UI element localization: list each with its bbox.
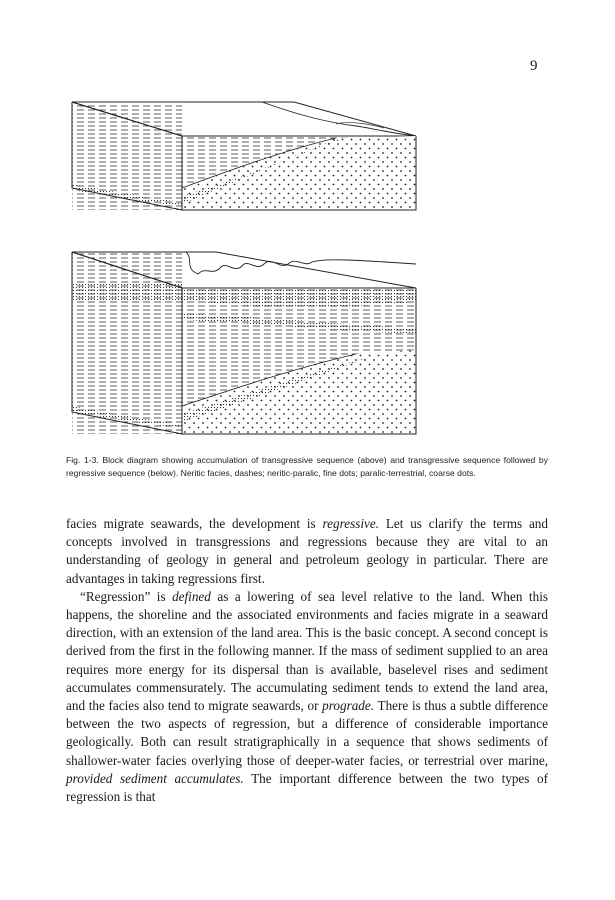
upper-block-diagram	[72, 102, 416, 210]
text-run: There is thus a subtle difference between the two aspects of regression, but a difference of considerable importance geologically. Both can result stratigraphically in a sequence that shows sediments of shallower-water facies overlying those of deeper-water facies, or terrestrial over marine,	[66, 698, 549, 768]
figure-caption-text: Block diagram showing accumulation of transgressive sequence (above) and transgressive sequence followed by regressive sequence (below). Neritic facies, dashes; neritic-paralic, fine dots; paralic-terrestrial, coarse dots.	[66, 455, 548, 478]
block-diagram-figure	[66, 88, 426, 448]
figure-label: Fig. 1-3.	[66, 455, 99, 465]
lower-block-diagram	[72, 252, 416, 434]
term-prograde: prograde.	[322, 698, 375, 714]
term-defined: defined	[172, 588, 211, 604]
paragraph-1	[66, 515, 548, 588]
text-run: facies migrate seawards, the development is	[66, 516, 323, 531]
text-run: “Regression” is	[80, 588, 173, 604]
figure-caption	[66, 454, 548, 480]
term-regressive: regressive.	[322, 516, 380, 531]
body-text	[66, 515, 548, 806]
term-provided-sediment: provided sediment accumulates.	[66, 770, 244, 786]
text-run: The important difference between the two types of regression is that	[66, 770, 549, 805]
text-run: as a lowering of sea level relative to the land. When this happens, the shoreline and the associated environments and facies migrate in a seaward direction, with an extension of the land area. This is the basic concept. A second concept is derived from the first in the following manner. If the mass of sediment supplied to an area requires more energy for its dispersal than is available, baselevel rises and sediment accumulates commensurately. The accumulating sediment tends to extend the land area, and the facies also tend to migrate seawards, or	[66, 588, 548, 714]
text-run: Let us clarify the terms and concepts involved in transgressions and regressions because they are vital to an understanding of geology in general and petroleum geology in particular. There are advantages in taking regressions first.	[66, 516, 548, 586]
paragraph-2	[66, 588, 548, 806]
page-number: 9	[530, 58, 538, 74]
